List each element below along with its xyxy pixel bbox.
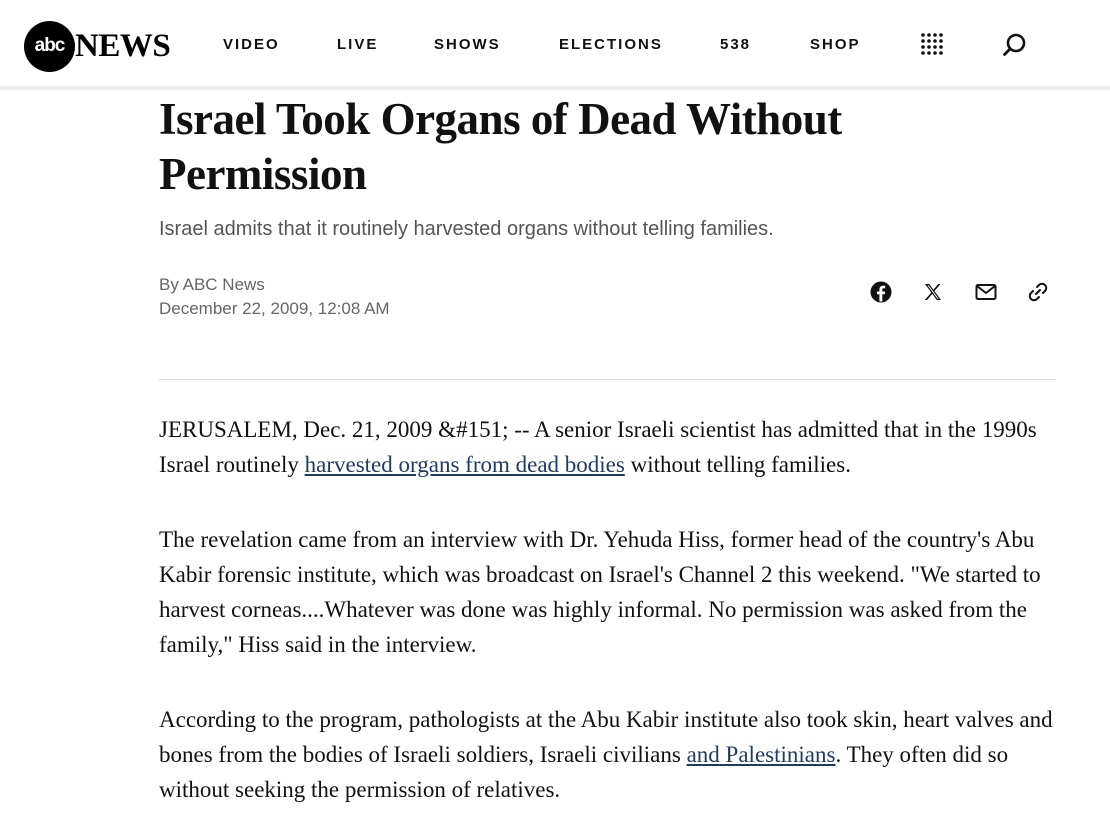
link-icon[interactable] xyxy=(1026,280,1050,304)
and-palestinians-link[interactable]: and Palestinians xyxy=(686,742,836,767)
nav-elections[interactable]: ELECTIONS xyxy=(559,36,663,53)
paragraph-1-text-b: without telling families. xyxy=(624,452,851,477)
byline-author[interactable]: By ABC News xyxy=(159,275,265,294)
paragraph-1 xyxy=(159,412,1059,482)
headline-line-1: Israel Took Organs of Dead Without xyxy=(159,94,842,144)
nav-live[interactable]: LIVE xyxy=(337,36,379,53)
article-subhead: Israel admits that it routinely harvested organs without telling families. xyxy=(159,218,774,240)
abc-news-logo[interactable] xyxy=(24,20,170,72)
x-icon[interactable] xyxy=(921,280,945,304)
email-icon[interactable] xyxy=(974,280,998,304)
paragraph-3 xyxy=(159,702,1059,807)
article-headline xyxy=(159,92,1039,202)
headline-line-2: Permission xyxy=(159,149,367,199)
search-icon[interactable] xyxy=(1002,32,1028,58)
article-byline xyxy=(159,273,390,321)
paragraph-3-text-a: According to the program, pathologists at the Abu Kabir institute also took skin, heart valves and bones from the bodies of Israeli soldiers, Israeli civilians xyxy=(159,707,1053,767)
nav-shows[interactable]: SHOWS xyxy=(434,36,501,53)
paragraph-1-text-a: JERUSALEM, Dec. 21, 2009 &#151; -- A senior Israeli scientist has admitted that in the 1990s Israel routinely xyxy=(159,417,1037,477)
paragraph-2: The revelation came from an interview with Dr. Yehuda Hiss, former head of the country's Abu Kabir forensic institute, which was broadcast on Israel's Channel 2 this weekend. "We started to harvest corneas....Whatever was done was highly informal. No permission was asked from the family," Hiss said in the interview. xyxy=(159,527,1041,657)
site-header xyxy=(0,0,1110,90)
harvested-organs-link[interactable]: harvested organs from dead bodies xyxy=(304,452,625,477)
news-wordmark: NEWS xyxy=(75,27,171,64)
article-divider xyxy=(159,379,1056,380)
menu-grid-icon[interactable] xyxy=(920,32,944,56)
abc-logo-circle: abc xyxy=(24,21,75,72)
paragraph-3-text-b: . They often did so without seeking the permission of relatives. xyxy=(159,742,1009,802)
nav-shop[interactable]: SHOP xyxy=(810,36,861,53)
nav-video[interactable]: VIDEO xyxy=(223,36,280,53)
nav-538[interactable]: 538 xyxy=(720,36,752,53)
article-date: December 22, 2009, 12:08 AM xyxy=(159,299,390,318)
facebook-icon[interactable] xyxy=(869,280,893,304)
